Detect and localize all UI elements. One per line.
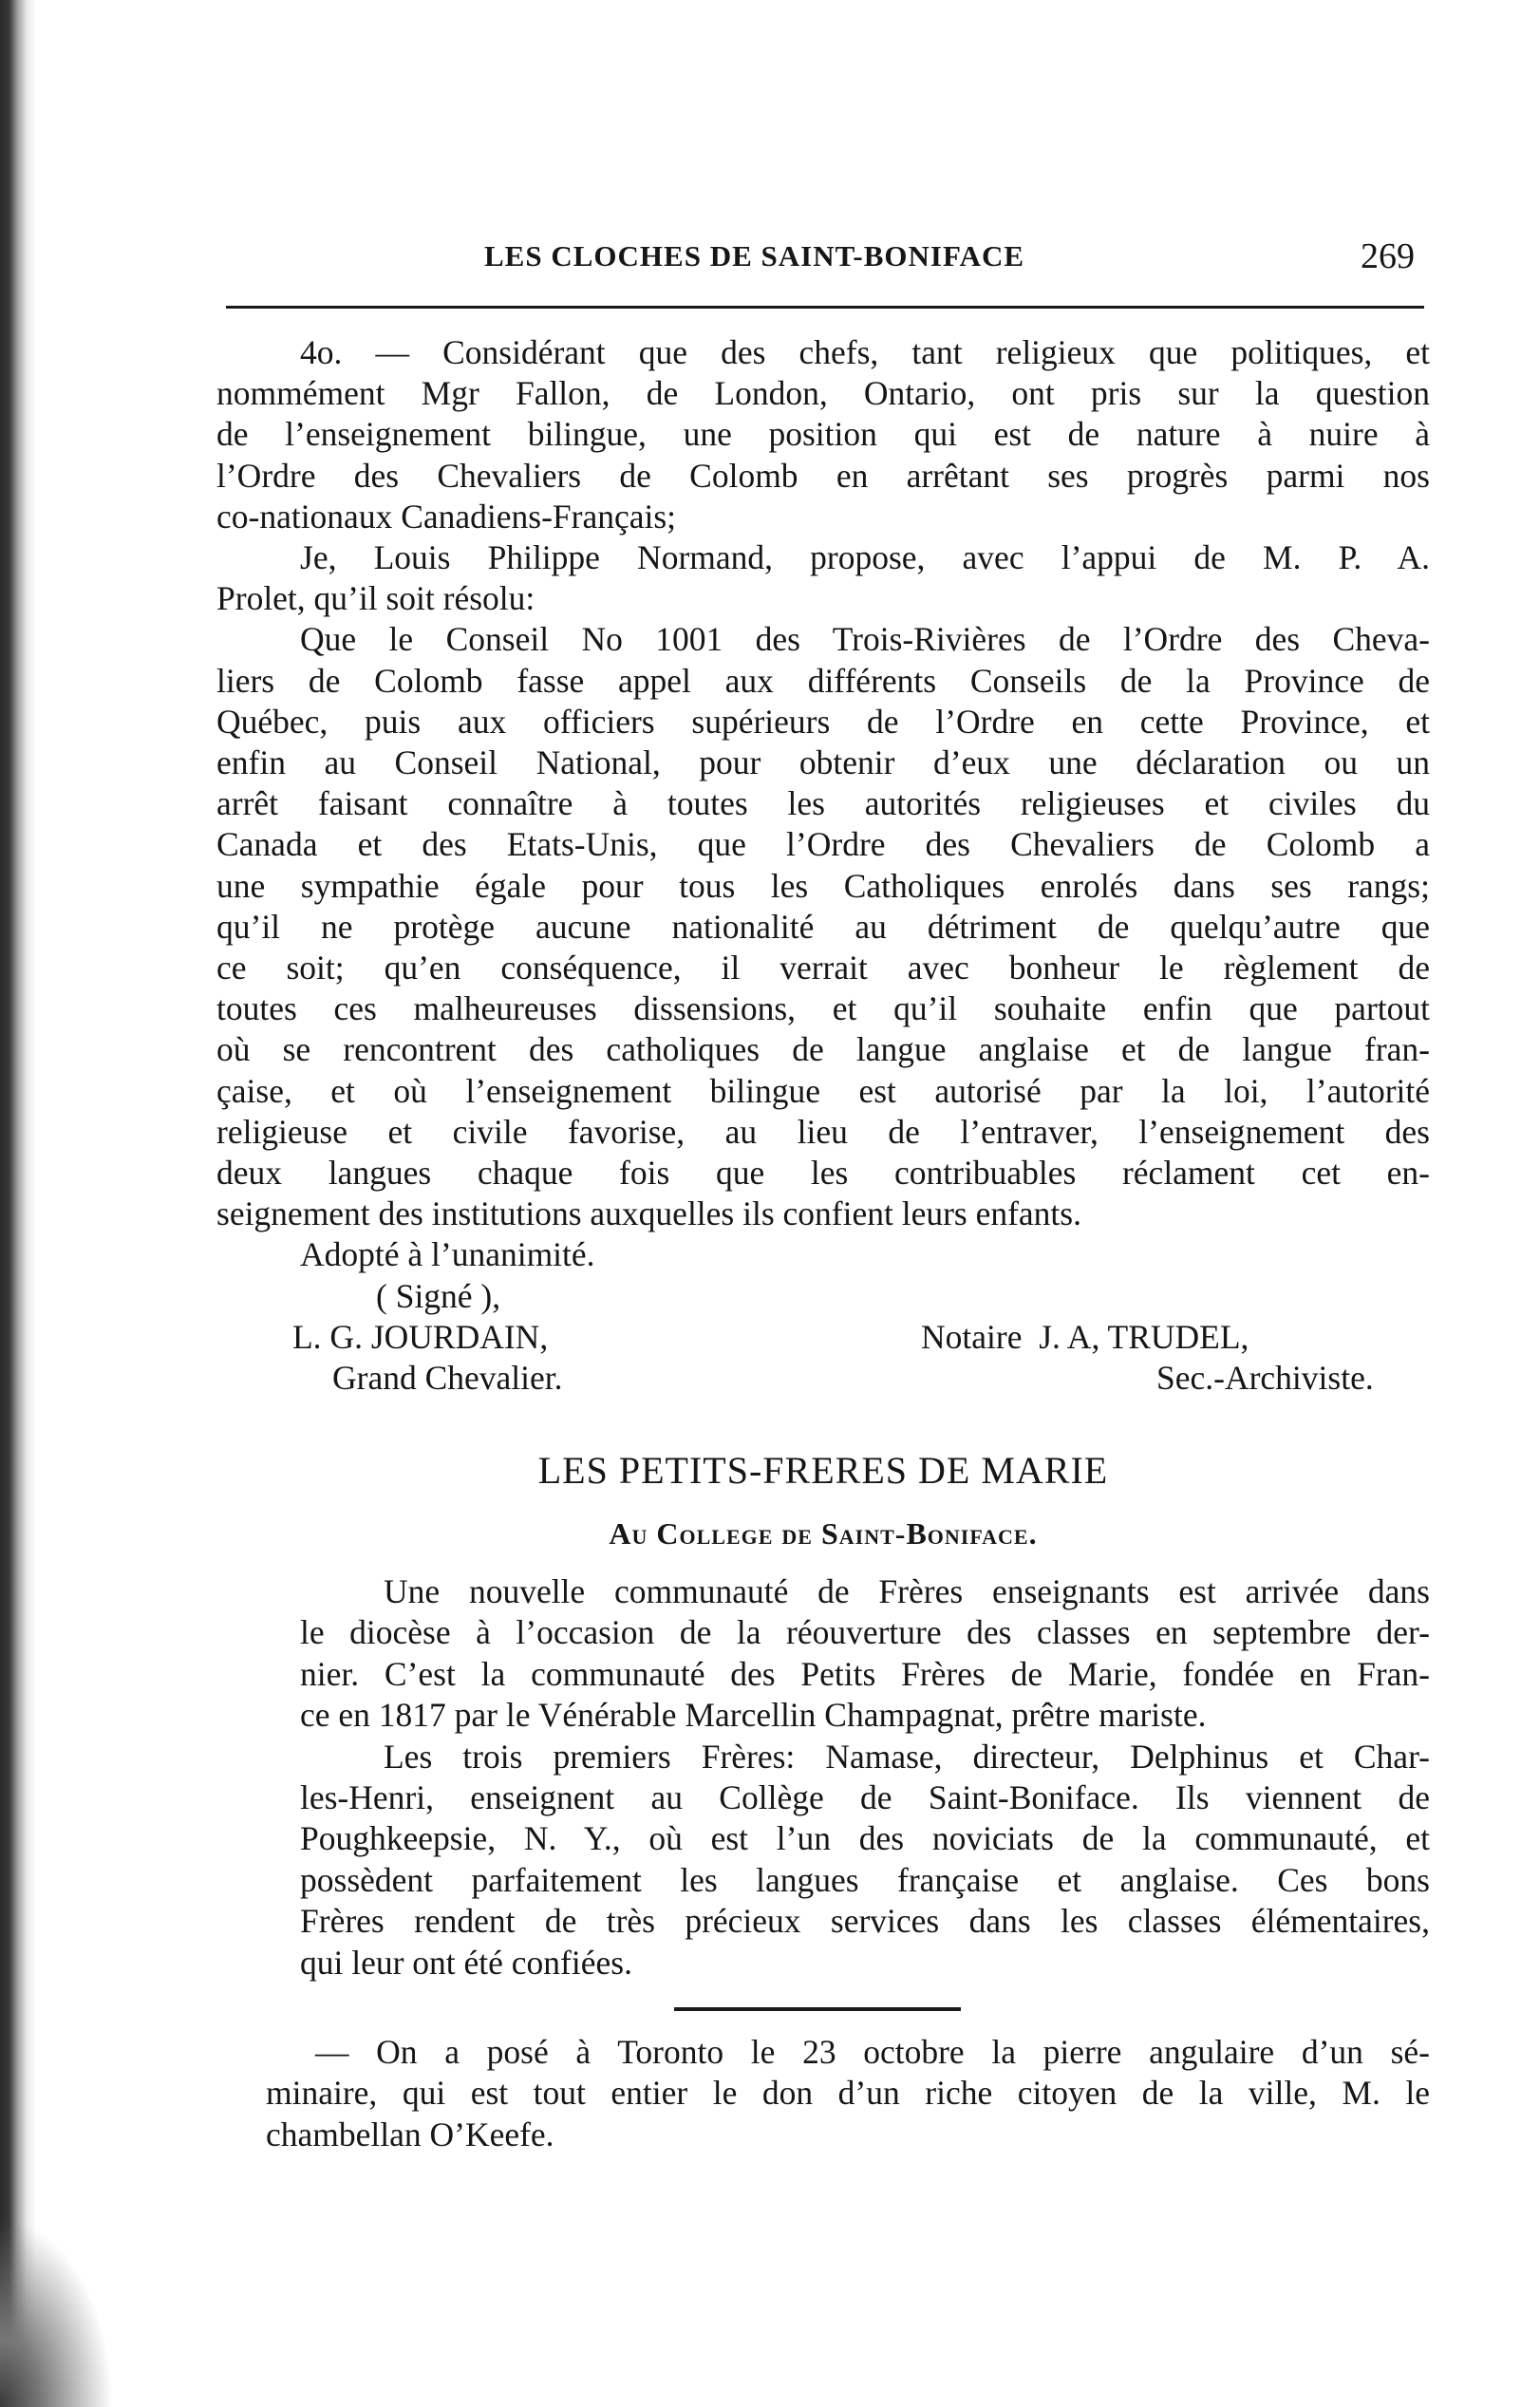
text-line: liers de Colomb fasse appel aux différents Conseils de la Province de xyxy=(216,661,1430,700)
text-line: arrêt faisant connaître à toutes les autorités religieuses et civiles du xyxy=(216,784,1430,823)
text-line: — On a posé à Toronto le 23 octobre la pierre angulaire d’un sé- xyxy=(315,2033,1430,2071)
book-page xyxy=(216,0,1430,2407)
section-body xyxy=(216,1571,1430,1984)
section-title: LES PETITS-FRERES DE MARIE xyxy=(537,1449,1109,1492)
text-line: minaire, qui est tout entier le don d’un riche citoyen de la ville, M. le xyxy=(266,2074,1430,2113)
final-note xyxy=(216,2032,1430,2155)
considerant-paragraph xyxy=(216,332,1430,537)
text-line: l’Ordre des Chevaliers de Colomb en arrêtant ses progrès parmi nos xyxy=(216,456,1430,495)
page-number: 269 xyxy=(1361,236,1415,276)
text-line: Une nouvelle communauté de Frères enseignants est arrivée dans xyxy=(384,1572,1430,1610)
page-corner-shadow xyxy=(0,2217,114,2407)
text-line: Prolet, qu’il soit résolu: xyxy=(216,579,535,618)
signed-label: ( Signé ), xyxy=(376,1276,501,1315)
text-line: où se rencontrent des catholiques de langue anglaise et de langue fran- xyxy=(216,1030,1430,1069)
adopte-line: Adopté à l’unanimité. xyxy=(300,1235,595,1274)
section-subtitle: Au College de Saint-Boniface. xyxy=(609,1516,1038,1551)
propose-paragraph xyxy=(216,537,1430,619)
text-line: religieuse et civile favorise, au lieu de l’entraver, l’enseignement des xyxy=(216,1112,1430,1151)
section-divider xyxy=(674,2007,961,2011)
text-line: une sympathie égale pour tous les Catholiques enrolés dans ses rangs; xyxy=(216,866,1430,905)
text-line: toutes ces malheureuses dissensions, et qu’il souhaite enfin que partout xyxy=(216,989,1430,1028)
text-line: co-nationaux Canadiens-Français; xyxy=(216,497,677,536)
running-title: LES CLOCHES DE SAINT-BONIFACE xyxy=(484,239,1025,273)
text-line: chambellan O’Keefe. xyxy=(266,2115,554,2153)
running-head xyxy=(216,235,1430,283)
text-line: ce soit; qu’en conséquence, il verrait avec bonheur le règlement de xyxy=(216,949,1430,987)
text-line: 4o. — Considérant que des chefs, tant religieux que politiques, et xyxy=(300,333,1430,371)
final-paragraph xyxy=(216,2032,1430,2155)
text-line: Canada et des Etats-Unis, que l’Ordre des Chevaliers de Colomb a xyxy=(216,825,1430,864)
text-line: de l’enseignement bilingue, une position qui est de nature à nuire à xyxy=(216,415,1430,454)
text-line: çaise, et où l’enseignement bilingue est autorisé par la loi, l’autorité xyxy=(216,1071,1430,1110)
text-line: Que le Conseil No 1001 des Trois-Rivières de l’Ordre des Cheva- xyxy=(300,620,1430,659)
text-line: qu’il ne protège aucune nationalité au détriment de quelqu’autre que xyxy=(216,907,1430,946)
text-line: ce en 1817 par le Vénérable Marcellin Champagnat, prêtre mariste. xyxy=(300,1696,1207,1735)
text-line: deux langues chaque fois que les contribuables réclament cet en- xyxy=(216,1154,1430,1193)
text-line: le diocèse à l’occasion de la réouverture des classes en septembre der- xyxy=(300,1613,1430,1652)
text-line: qui leur ont été confiées. xyxy=(300,1943,632,1982)
page-gutter-shadow xyxy=(0,0,36,2407)
section-paragraph xyxy=(216,1737,1430,1984)
signatures-block xyxy=(216,1276,1430,1400)
signer-right-name: Notaire J. A, TRUDEL, xyxy=(921,1317,1249,1356)
signer-left-name: L. G. JOURDAIN, xyxy=(292,1317,549,1356)
text-line: Poughkeepsie, N. Y., où est l’un des noviciats de la communauté, et xyxy=(300,1819,1430,1858)
text-line: seignement des institutions auxquelles ils confient leurs enfants. xyxy=(216,1194,1081,1233)
header-rule xyxy=(226,306,1424,309)
text-line: Les trois premiers Frères: Namase, directeur, Delphinus et Char- xyxy=(384,1737,1430,1776)
text-line: possèdent parfaitement les langues française et anglaise. Ces bons xyxy=(300,1860,1430,1899)
text-line: Je, Louis Philippe Normand, propose, avec l’appui de M. P. A. xyxy=(300,538,1430,577)
text-line: Québec, puis aux officiers supérieurs de l’Ordre en cette Province, et xyxy=(216,702,1430,741)
text-line: nier. C’est la communauté des Petits Frères de Marie, fondée en Fran- xyxy=(300,1654,1430,1693)
text-line: Frères rendent de très précieux services dans les classes élémentaires, xyxy=(300,1902,1430,1941)
section-paragraph xyxy=(216,1571,1430,1737)
signer-right-title: Sec.-Archiviste. xyxy=(1156,1358,1374,1397)
text-line: nommément Mgr Fallon, de London, Ontario, ont pris sur la question xyxy=(216,374,1430,413)
text-line: les-Henri, enseignent au Collège de Saint-Boniface. Ils viennent de xyxy=(300,1778,1430,1817)
signer-left-title: Grand Chevalier. xyxy=(332,1358,563,1397)
text-line: enfin au Conseil National, pour obtenir d’eux une déclaration ou un xyxy=(216,743,1430,782)
resolu-paragraph xyxy=(216,619,1430,1234)
resolution-text xyxy=(216,332,1430,1400)
